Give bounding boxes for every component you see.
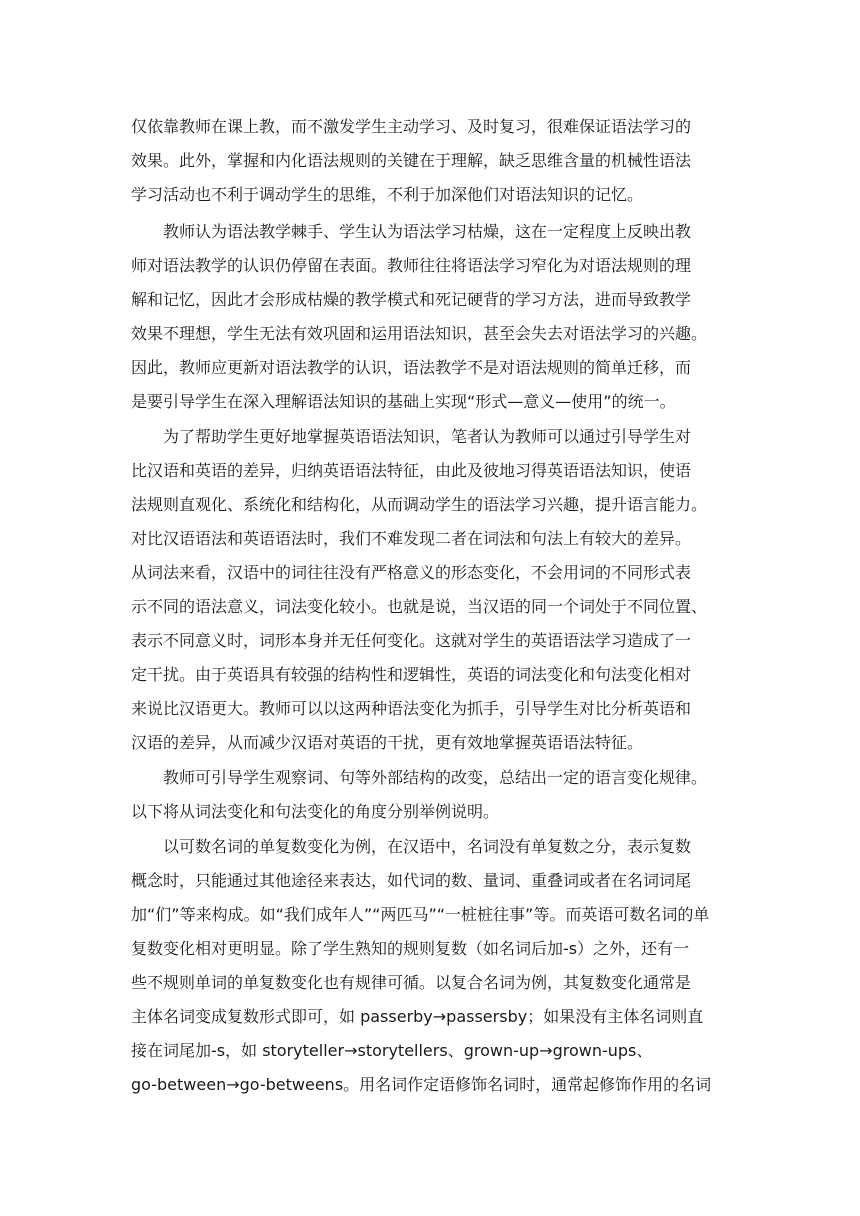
text-line: 因此，教师应更新对语法教学的认识，语法教学不是对语法规则的简单迁移，而	[131, 358, 692, 377]
paragraph-first-line: 教师可引导学生观察词、句等外部结构的改变，总结出一定的语言变化规律。	[163, 768, 708, 787]
text-line: 概念时，只能通过其他途径来表达，如代词的数、量词、重叠词或者在名词词尾	[131, 871, 692, 890]
text-line: 定干扰。由于英语具有较强的结构性和逻辑性，英语的词法变化和句法变化相对	[131, 665, 692, 684]
text-line: 仅依靠教师在课上教，而不激发学生主动学习、及时复习，很难保证语法学习的	[131, 117, 692, 136]
text-line: 来说比汉语更大。教师可以以这两种语法变化为抓手，引导学生对比分析英语和	[131, 699, 692, 718]
text-line: 主体名词变成复数形式即可，如 passerby→passersby；如果没有主体名词则直	[131, 1007, 704, 1026]
text-line: 师对语法教学的认识仍停留在表面。教师往往将语法学习窄化为对语法规则的理	[131, 256, 692, 275]
text-line: 表示不同意义时，词形本身并无任何变化。这就对学生的英语语法学习造成了一	[131, 631, 692, 650]
text-line: go-between→go-betweens。用名词作定语修饰名词时，通常起修饰作用的名词	[131, 1075, 712, 1094]
text-line: 解和记忆，因此才会形成枯燥的教学模式和死记硬背的学习方法，进而导致教学	[131, 290, 692, 309]
text-line: 接在词尾加-s，如 storyteller→storytellers、grown-up→grown-ups、	[131, 1041, 653, 1060]
paragraph-first-line: 为了帮助学生更好地掌握英语语法知识，笔者认为教师可以通过引导学生对	[163, 427, 692, 446]
text-line: 些不规则单词的单复数变化也有规律可循。以复合名词为例，其复数变化通常是	[131, 973, 692, 992]
text-line: 汉语的差异，从而减少汉语对英语的干扰，更有效地掌握英语语法特征。	[131, 733, 644, 752]
text-line: 学习活动也不利于调动学生的思维，不利于加深他们对语法知识的记忆。	[131, 185, 644, 204]
text-line: 法规则直观化、系统化和结构化，从而调动学生的语法学习兴趣，提升语言能力。	[131, 495, 708, 514]
text-line: 从词法来看，汉语中的词往往没有严格意义的形态变化，不会用词的不同形式表	[131, 563, 692, 582]
text-line: 复数变化相对更明显。除了学生熟知的规则复数（如名词后加-s）之外，还有一	[131, 939, 690, 958]
text-line: 以下将从词法变化和句法变化的角度分别举例说明。	[131, 802, 500, 821]
paragraph-first-line: 以可数名词的单复数变化为例，在汉语中，名词没有单复数之分，表示复数	[163, 837, 692, 856]
text-line: 效果。此外，掌握和内化语法规则的关键在于理解，缺乏思维含量的机械性语法	[131, 151, 692, 170]
paragraph-first-line: 教师认为语法教学棘手、学生认为语法学习枯燥，这在一定程度上反映出教	[163, 222, 692, 241]
text-line: 效果不理想，学生无法有效巩固和运用语法知识，甚至会失去对语法学习的兴趣。	[131, 324, 708, 343]
text-line: 比汉语和英语的差异，归纳英语语法特征，由此及彼地习得英语语法知识，使语	[131, 461, 692, 480]
text-line: 对比汉语语法和英语语法时，我们不难发现二者在词法和句法上有较大的差异。	[131, 529, 692, 548]
text-line: 加“们”等来构成。如“我们成年人”“两匹马”“一桩桩往事”等。而英语可数名词的单	[131, 905, 710, 924]
text-line: 示不同的语法意义，词法变化较小。也就是说，当汉语的同一个词处于不同位置、	[131, 597, 708, 616]
text-line: 是要引导学生在深入理解语法知识的基础上实现“形式—意义—使用”的统一。	[131, 392, 676, 411]
